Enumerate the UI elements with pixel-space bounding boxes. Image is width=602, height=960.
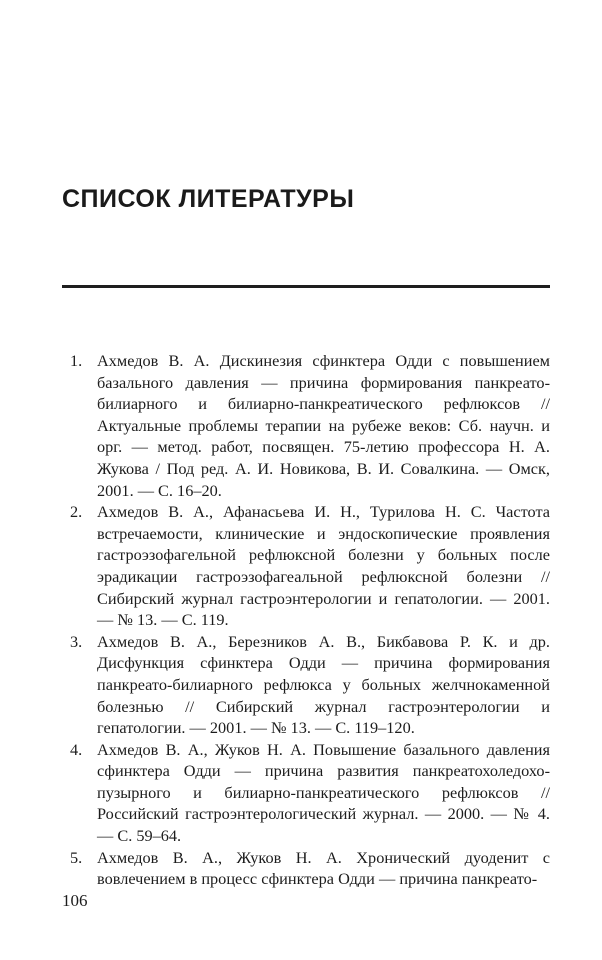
reference-text: Ахмедов В. А., Жуков Н. А. Хронический дуоденит с вовлечением в процесс сфинктера Одди — причина панкреато- <box>97 847 550 889</box>
reference-number: 2. <box>70 502 83 522</box>
page-number: 106 <box>62 891 88 910</box>
reference-text: Ахмедов В. А., Афанасьева И. Н., Турилова Н. С. Частота встречаемости, клинические и эндоскопические проявления гастроэзофагельной рефлюксной болезни у больных после эрадикации гастроэзофагеальной рефлюксной болезни // Сибирский журнал гастроэнтерологии и гепатологии. — 2001. — № 13. — С. 119. <box>97 502 550 630</box>
chapter-heading: СПИСОК ЛИТЕРАТУРЫ <box>62 185 355 213</box>
reference-item <box>62 631 550 739</box>
reference-text: Ахмедов В. А. Дискинезия сфинктера Одди с повышением базального давления — причина формирования панкреато-билиарного и билиарно-панкреатического рефлюксов // Актуальные проблемы терапии на рубеже веков: Сб. научн. и орг. — метод. работ, посвящен. 75-летию профессора Н. А. Жукова / Под ред. А. И. Новикова, В. И. Совалкина. — Омск, 2001. — С. 16–20. <box>97 351 550 500</box>
reference-text: Ахмедов В. А., Березников А. В., Бикбавова Р. К. и др. Дисфункция сфинктера Одди — причина формирования панкреато-билиарного рефлюкса у больных желчнокаменной болезнью // Сибирский журнал гастроэнтерологии и гепатологии. — 2001. — № 13. — С. 119–120. <box>97 631 550 738</box>
reference-list <box>62 350 550 890</box>
heading-rule <box>62 285 550 288</box>
reference-item <box>62 739 550 847</box>
reference-number: 1. <box>70 351 83 370</box>
reference-text: Ахмедов В. А., Жуков Н. А. Повышение базального давления сфинктера Одди — причина развития панкреатохоледохо-пузырного и билиарно-панкреатического рефлюксов // Российский гастроэнтерологический журнал. — 2000. — № 4. — С. 59–64. <box>97 739 550 846</box>
reference-number: 3. <box>70 631 83 651</box>
reference-item <box>62 501 550 631</box>
reference-item <box>62 350 550 501</box>
reference-item <box>62 847 550 890</box>
reference-number: 5. <box>70 847 83 867</box>
reference-number: 4. <box>70 739 83 759</box>
